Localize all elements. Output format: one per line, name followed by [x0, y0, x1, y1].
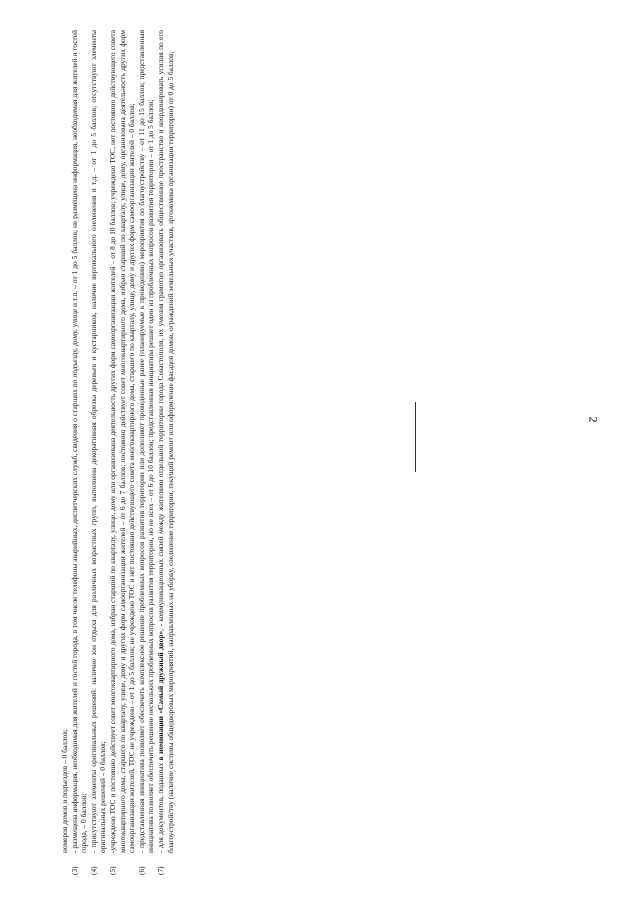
item-text: - для документов, поданных в номинации «Самый дружный двор», - коммуникационных связей между жителями отдельной территории города Севастополя, их умения грамотно организовать общественное пространство и координировать усилия по его благоустройству (наличие системы общедворовых мероприятий, направленных на уборку, озеленение территории, текущий ремонт или оформление фасадов домов, ограждений земельных участков, эргономика организации территории) от 0 до 5 баллов; — [155, 30, 175, 853]
item-body — [89, 30, 108, 853]
item-text: - размещена информация, необходимая для жителей и гостей города, в том числе телефоны аварийных, диспетчерских служб, сведения о старших по подъезду, дому, улице и т.п. – от 1 до 5 баллов; не размещена информация, необходимая для жителей и гостей города, – 0 баллов; — [69, 30, 89, 853]
item-number: (4) — [88, 866, 98, 875]
list-item — [70, 30, 89, 875]
item-body — [156, 30, 175, 853]
rotated-document-body — [60, 30, 580, 875]
list-item — [60, 30, 70, 875]
end-separator-line — [415, 402, 416, 472]
item-number: (3) — [69, 866, 79, 875]
item-number: (6) — [136, 866, 146, 875]
item-number: (5) — [107, 866, 117, 875]
item-number: (7) — [155, 866, 165, 875]
item-text: - представленная инициатива позволяет обеспечить комплексное решение проблемных вопросов развития территории или дополняет проведенные ранее (планируемые к проведению) мероприятия по благоустройству – от 11 до 15 баллов; представленная инициатива позволяет обеспечить решение нескольких проблемных вопросов развития территории, но не всех – от 6 до 10 баллов; представленная инициатива решает один из проблемных вопросов развития территории – от 1 до 5 баллов; — [136, 30, 156, 853]
item-body — [137, 30, 156, 853]
list-item — [156, 30, 175, 875]
list-item — [108, 30, 137, 875]
page-number: 2 — [586, 416, 601, 423]
list-item — [137, 30, 156, 875]
item-body — [60, 30, 70, 853]
item-text: - присутствуют элементы оригинальных решений: наличие зон отдыха для различных возрастных групп, выполнена декоративная обрезка деревьев и кустарников, наличие вертикального озеленения и т.д. – от 1 до 5 баллов; отсутствуют элементы оригинальных решений – 0 баллов; — [88, 30, 108, 853]
item-text: -учреждено ТОС и постоянно действует совет многоквартирного дома, избран старший по кварталу, улице, дому или организована деятельность других форм самоорганизации жителей – от 8 до 10 баллов; учреждено ТОС, нет постоянно действующего совета многоквартирного дома, старшего по кварталу, улице, дому и других форм самоорганизации жителей – от 6 до 7 баллов; постоянно действует совет многоквартирного дома, избран старший по кварталу, улице, дому, организована деятельность других форм самоорганизации жителей, ТОС не учреждено – от 1 до 5 баллов; не учреждено ТОС и нет постоянно действующего совета многоквартирного дома, старшего по кварталу, улице, дому и других форм самоорганизации жителей – 0 баллов; — [107, 30, 137, 853]
item-body — [70, 30, 89, 853]
item-body — [108, 30, 137, 853]
criteria-list — [60, 30, 175, 875]
list-item — [89, 30, 108, 875]
item-text: номеров домов и подъездов – 0 баллов; — [60, 729, 69, 853]
